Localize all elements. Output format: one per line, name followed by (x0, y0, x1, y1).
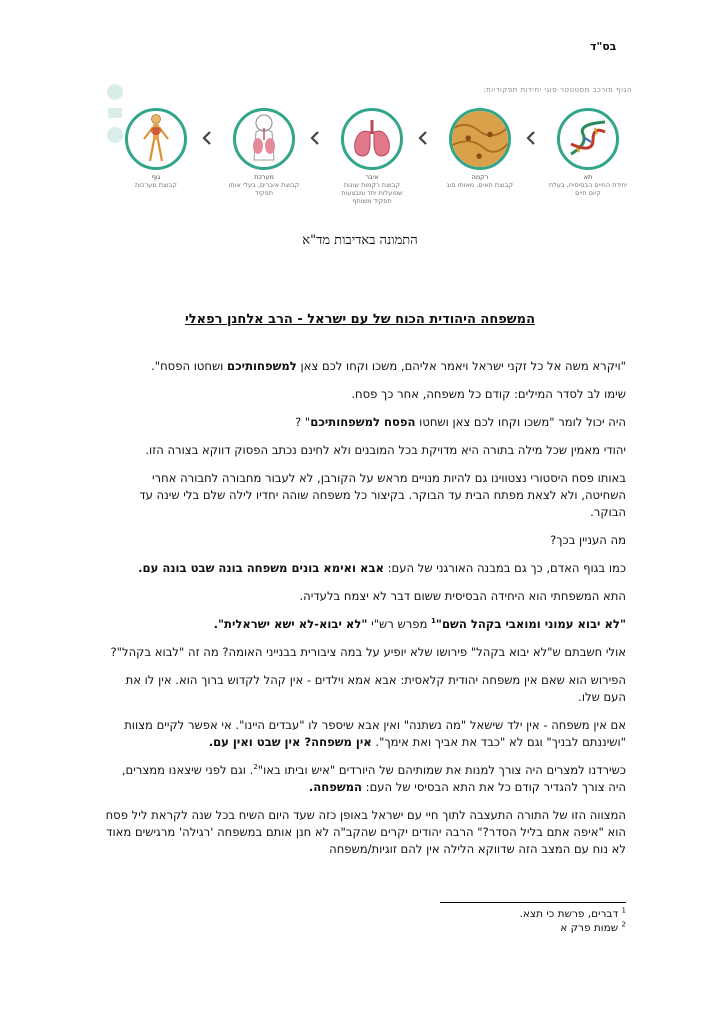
paragraph: יהודי מאמין שכל מילה בתורה היא מדויקת בכל המובנים ולא לחינם נכתב הפסוק דווקא בצורה הזו. (145, 443, 626, 457)
paragraph: כשירדנו למצרים היה צורך למנות את שמותיהם של היורדים "איש וביתו באו"$^2$. וגם לפני שיצאנו ממצרים, היה צורך להגדיר קודם כל את התא הבסיסי של העם: המשפחה. (121, 763, 626, 794)
level-name: תא (583, 173, 593, 181)
level-description: יחידת החיים הבסיסית, בעלת קיום חיים (548, 181, 628, 197)
paragraph: התא המשפחתי הוא היחידה הבסיסית ששום דבר לא יצמח בלעדיה. (299, 589, 626, 603)
level-tissue (440, 108, 520, 189)
paragraph: אולי חשבתם ש"לא יבוא בקהל" פירושו שלא יופיע על במה ציבורית בבנייני האומה? מה זה "לבוא בקהל"? (110, 645, 626, 659)
paragraph: "ויקרא משה אל כל זקני ישראל ויאמר אליהם, משכו וקחו לכם צאן למשפחותיכם ושחטו הפסח". (151, 359, 626, 373)
level-organ (332, 108, 412, 205)
lungs-icon (341, 108, 403, 170)
chevron-left-icon (418, 131, 428, 145)
dna-icon (557, 108, 619, 170)
footnote: $^1$ דברים, פרשת כי תצא. (519, 906, 626, 920)
level-name: רקמה (471, 173, 489, 181)
tissue-icon (449, 108, 511, 170)
figure-credit: התמונה באדיבות מד"א (302, 233, 418, 248)
paragraph: המצווה הזו של התורה התעצבה לתוך חיי עם ישראל באופן כזה שעד היום השיח בכל שנה לקראת ליל פסח הוא "איפה אתם בליל הסדר?" הרבה יהודים יקרים שהקב"ה לא חנן אותם במשפחה 'רגילה' מרגישים מאוד לא נוח עם המצב הזה שדווקא הלילה אין להם זוגיות/משפחה (105, 808, 626, 856)
paragraph: "לא יבוא עמוני ומואבי בקהל השם"$^1$ מפרש רש"י "לא יבוא-לא ישא ישראלית". (213, 617, 626, 631)
level-description: קבוצת איברים, בעלי אותו תפקיד (228, 181, 300, 197)
respiratory-system-icon (233, 108, 295, 170)
level-name: איבר (365, 173, 379, 181)
level-description: קבוצת רקמות שונות שפועלות יחד ומבצעות תפקיד משותף (341, 181, 403, 205)
footnote: $^2$ שמות פרק א (560, 920, 626, 934)
paragraph: אם אין משפחה - אין ילד שישאל "מה נשתנה" ואין אבא שיספר לו "עבדים היינו". אי אפשר לקיים מצוות "ושיננתם לבניך" וגם לא "כבד את אביך ואת אימך". אין משפחה? אין שבט ואין עם. (124, 718, 626, 749)
article-body (104, 358, 626, 869)
paragraph: שימו לב לסדר המילים: קודם כל משפחה, אחר כך פסח. (351, 387, 626, 401)
article-title: המשפחה היהודית הכוח של עם ישראל - הרב אלחנן רפאלי (184, 312, 536, 327)
chevron-left-icon (526, 131, 536, 145)
level-cell (548, 108, 628, 197)
body-organization-figure (100, 80, 640, 230)
paragraph: היה יכול לומר "משכו וקחו לכם צאן ושחטו הפסח למשפחותיכם" ? (295, 415, 626, 429)
level-description: קבוצת תאים, מאותו סוג (446, 181, 514, 189)
chevron-left-icon (202, 131, 212, 145)
paragraph: מה העניין בכך? (550, 533, 626, 547)
footnote-separator (440, 902, 626, 903)
chevron-left-icon (310, 131, 320, 145)
figure-top-caption: הגוף מורכב מסטטטר סוגי יחידות תפקודיות: (483, 86, 632, 94)
level-description: קבוצת מערכות (135, 181, 177, 189)
level-name: גוף (151, 173, 161, 181)
paragraph: הפירוש הוא שאם אין משפחה יהודית קלאסית: אבא אמא וילדים - אין קהל לקדוש ברוך הוא. אין לו את העם שלו. (125, 673, 626, 704)
skeleton-icon (125, 108, 187, 170)
level-body (116, 108, 196, 189)
paragraph: כמו בגוף האדם, כך גם במבנה האורגני של העם: אבא ואימא בונים משפחה בונה שבט בונה עם. (138, 561, 626, 575)
paragraph: באותו פסח היסטורי נצטווינו גם להיות מנויים מראש על הקורבן, לא לעבור מחבורה לחבורה אחרי השחיטה, ולא לצאת מפתח הבית עד הבוקר. בקיצור כל משפחה שוהה יחדיו לילה שלם בלי שינה עד הבוקר. (139, 471, 626, 519)
level-name: מערכת (254, 173, 274, 181)
bsd-header: בס"ד (590, 40, 617, 53)
footnotes (400, 907, 626, 935)
level-system (224, 108, 304, 197)
